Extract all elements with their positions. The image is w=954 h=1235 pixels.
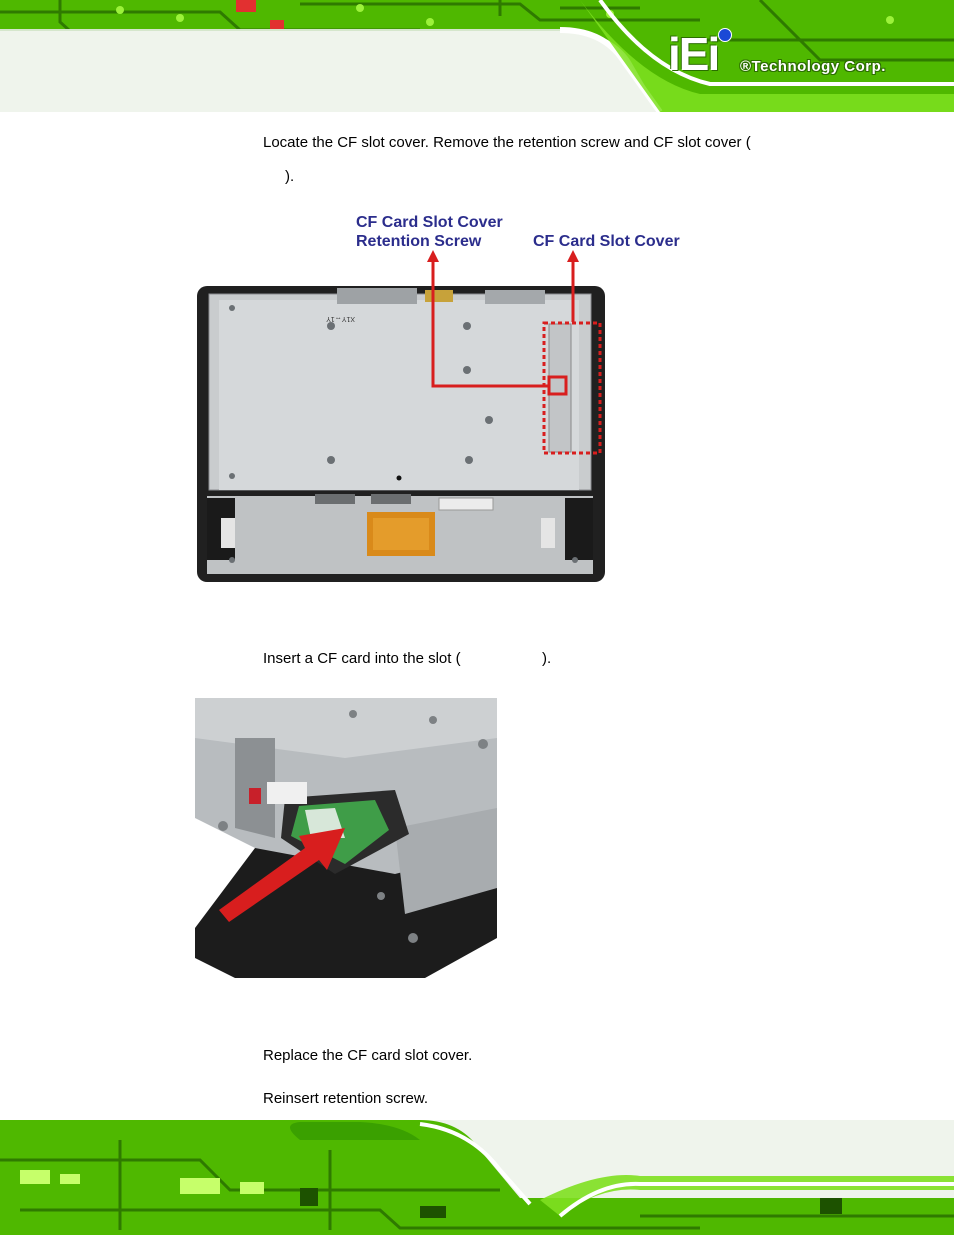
callout-screw-line1: CF Card Slot Cover [356,214,503,231]
step-1-text-end: ). [285,168,295,185]
figure-panel-rear [195,250,615,586]
step-1-text: Locate the CF slot cover. Remove the retention screw and CF slot cover ( [263,134,751,151]
logo-mark: iEi [668,28,719,80]
step-3-text: Replace the CF card slot cover. [263,1047,473,1064]
logo-dot-icon [718,28,732,42]
pcb-banner-bottom [0,1120,954,1235]
step-2-text-end: ). [542,650,552,667]
step-2-text: Insert a CF card into the slot ( [263,650,461,667]
company-name: ®Technology Corp. [740,58,886,75]
figure-cf-card-insertion [195,698,497,978]
iei-logo [668,28,938,84]
panel-marking: X1Y↔1Y [326,315,355,322]
step-4-text: Reinsert retention screw. [263,1090,429,1107]
callout-cover: CF Card Slot Cover [533,233,680,250]
page-footer [0,1120,954,1235]
callout-screw-line2: Retention Screw [356,233,482,250]
page-header [0,0,954,112]
